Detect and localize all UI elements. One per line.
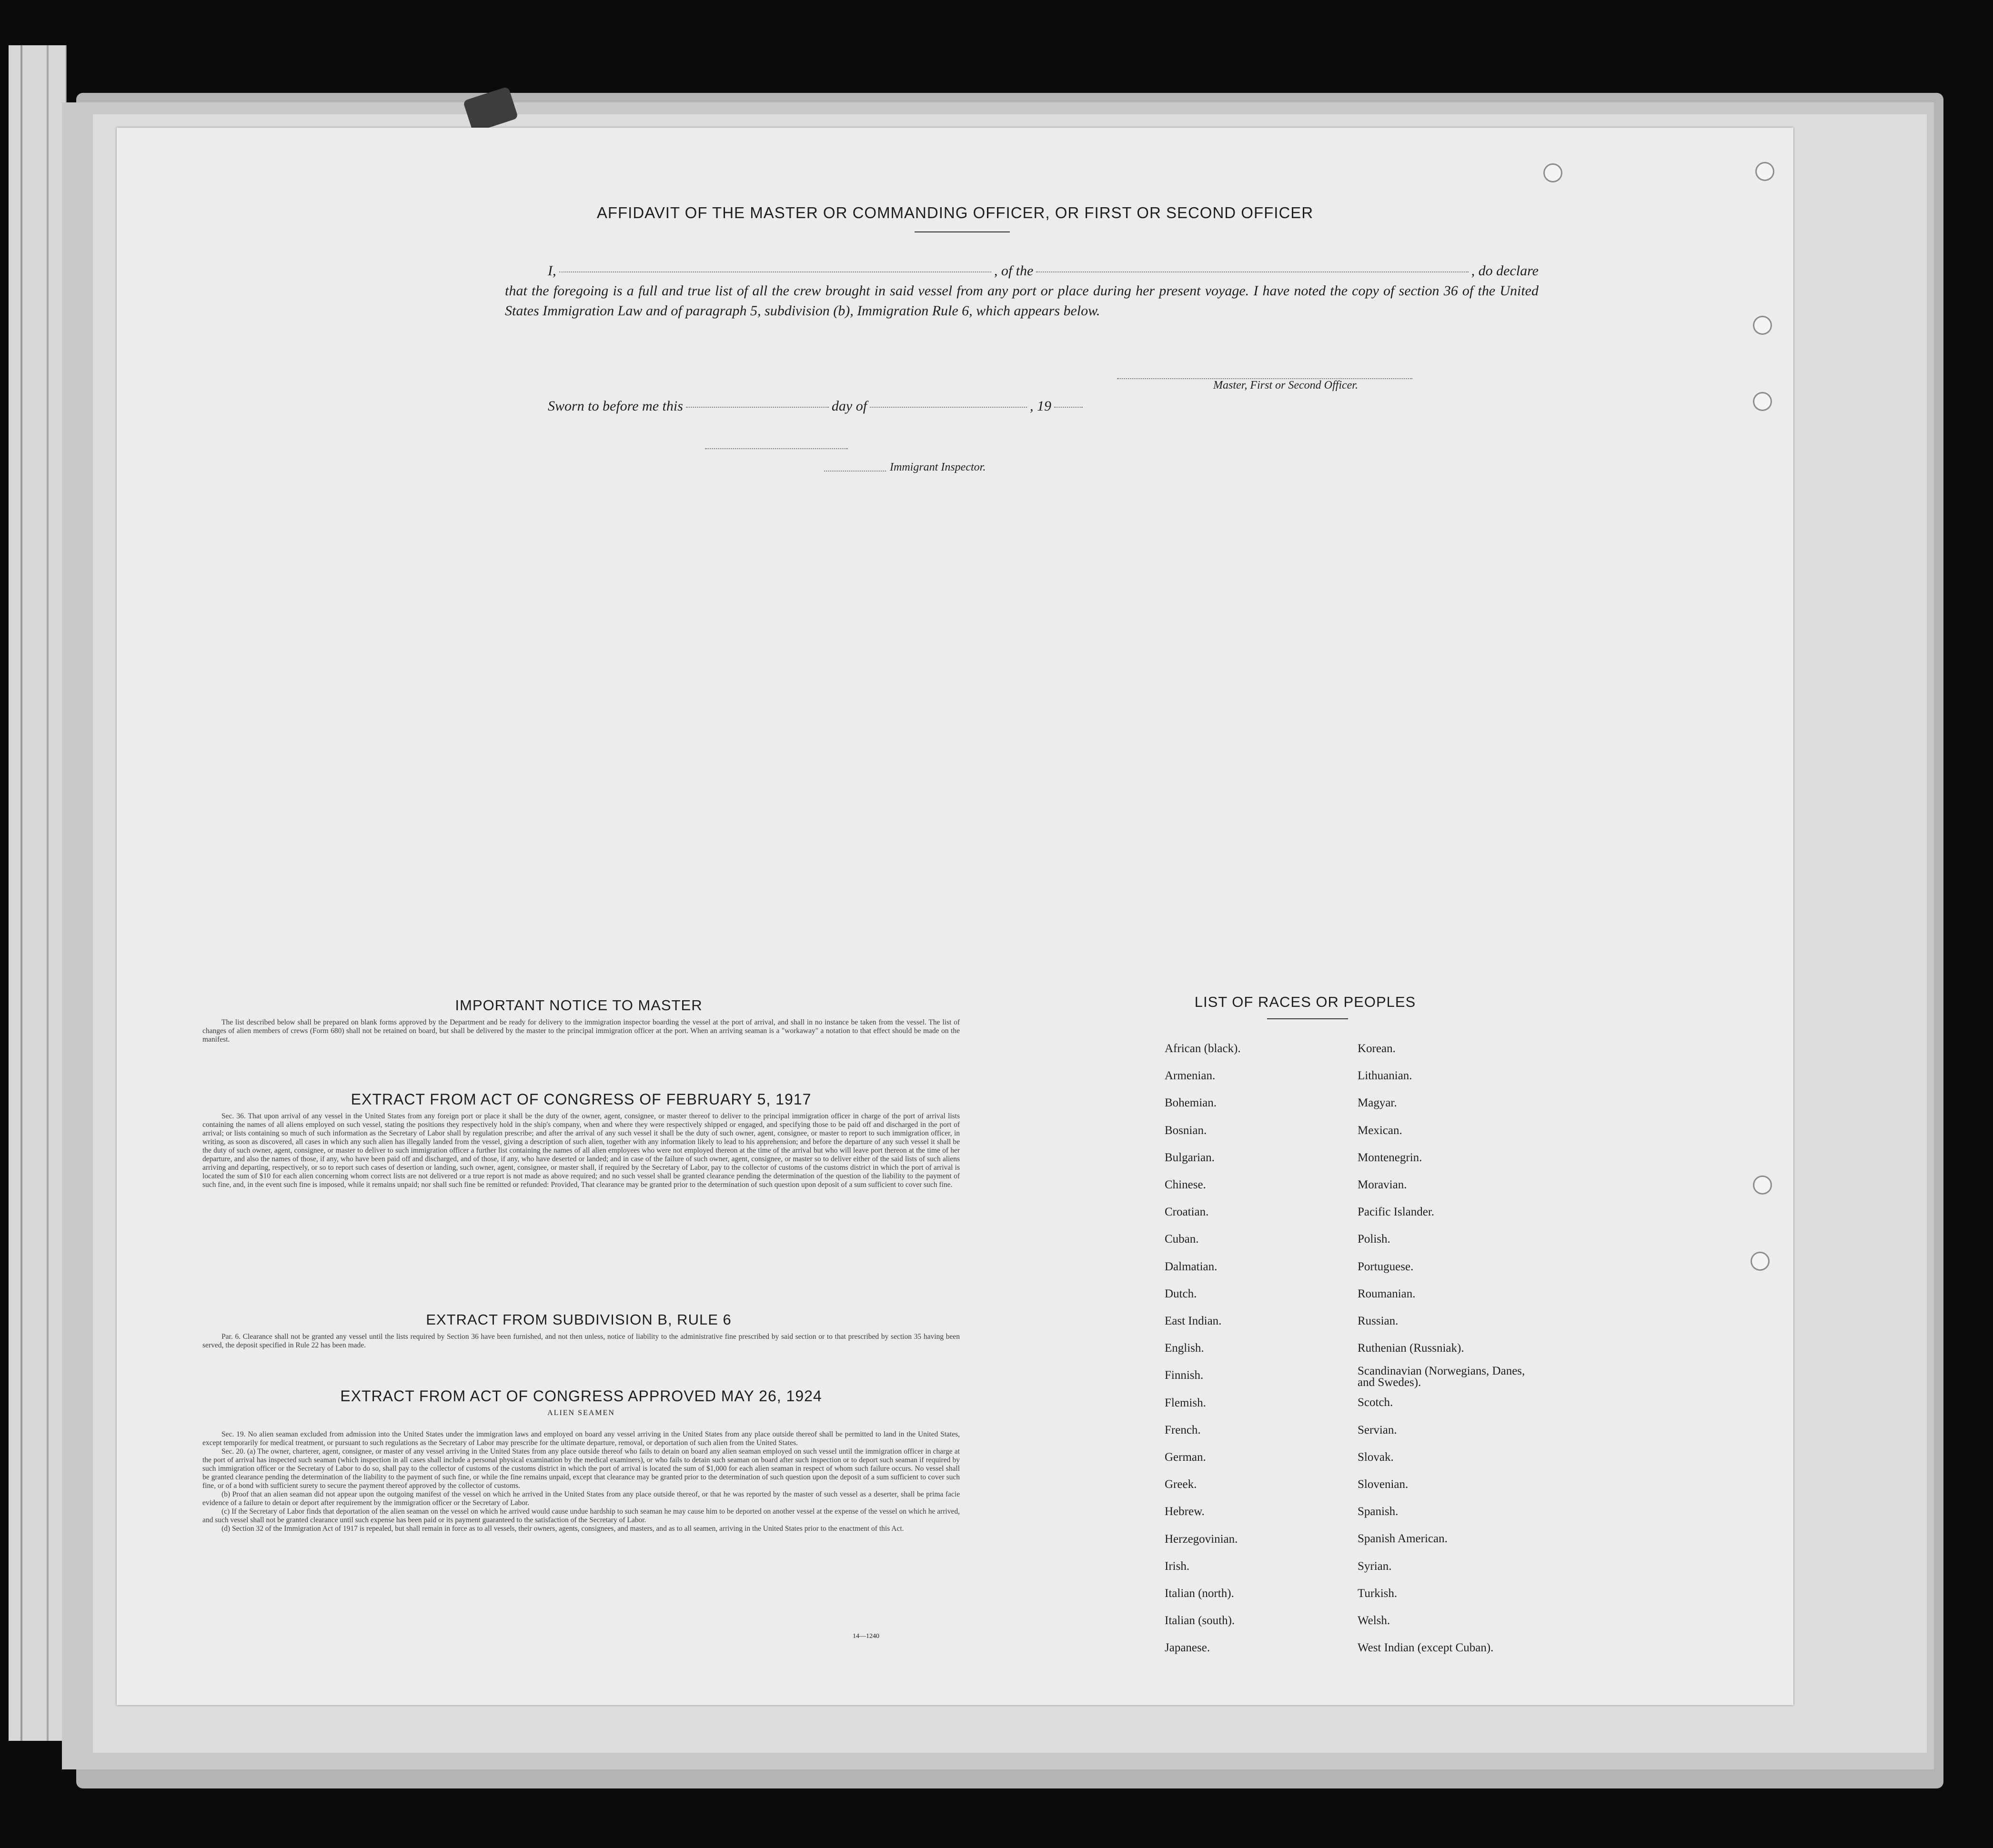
races-title: LIST OF RACES OR PEOPLES [1194, 994, 1416, 1010]
race-item: Moravian. [1358, 1178, 1407, 1192]
act-1924-text [202, 1430, 960, 1533]
race-item: Dutch. [1165, 1287, 1197, 1300]
race-item: Ruthenian (Russniak). [1358, 1342, 1464, 1355]
act-1917-title: EXTRACT FROM ACT OF CONGRESS OF FEBRUARY 5, 1917 [351, 1091, 812, 1108]
race-item: Lithuanian. [1358, 1069, 1412, 1083]
left-binder-strip [9, 45, 67, 1741]
race-item: Croatian. [1165, 1205, 1209, 1219]
race-item: Slovak. [1358, 1450, 1394, 1464]
race-item: Hebrew. [1165, 1505, 1205, 1518]
punch-hole-icon [1753, 392, 1772, 411]
master-caption: Master, First or Second Officer. [1213, 379, 1358, 392]
affidavit-title: AFFIDAVIT OF THE MASTER OR COMMANDING OFFICER, OR FIRST OR SECOND OFFICER [596, 204, 1314, 221]
inspector-signature-line [705, 448, 848, 449]
race-item: Slovenian. [1358, 1478, 1409, 1491]
race-item: Irish. [1165, 1559, 1190, 1573]
race-item: Korean. [1358, 1042, 1396, 1055]
race-item: Cuban. [1165, 1233, 1199, 1246]
race-item: Welsh. [1358, 1614, 1390, 1627]
punch-hole-icon [1753, 1175, 1772, 1195]
race-item: English. [1165, 1342, 1204, 1355]
act-1924-paragraph: Sec. 20. (a) The owner, charterer, agent, consignee, or master of any vessel arriving in the United States from any place outside thereof who fails to detain on board any alien seaman employed on such vessel until the immigration officer in charge at the port of arrival has inspected such seaman (which inspection in all cases shall include a personal physical examination by the medical examiners), or who fails to detain such seaman on board after such inspection or to deport such seaman if required by such immigration officer or the Secretary of Labor to do so, shall pay to the collector of customs of the customs district in which the port of arrival is located the sum of $1,000 for each alien seaman in respect of whom such failure occurs. No vessel shall be granted clearance pending the determination of the liability to the payment of such fine, or while the fine remains unpaid, except that clearance may be granted prior to the determination of such question upon the deposit of a sum sufficient to cover such fine, or of a bond with sufficient surety to secure the payment thereof approved by the collector of customs. [202, 1447, 960, 1490]
inspector-signature-line [824, 471, 886, 472]
race-item: Magyar. [1358, 1096, 1397, 1110]
declaration-of-the: , of the [994, 263, 1034, 279]
act-1924-paragraph: (b) Proof that an alien seaman did not appear upon the outgoing manifest of the vessel on which he arrived in the United States from any place outside thereof, or that he was reported by the master of such vessel as a deserter, shall be prima facie evidence of a failure to detain or deport after requirement by the immigration officer or the Secretary of Labor. [202, 1490, 960, 1507]
punch-hole-icon [1753, 316, 1772, 335]
race-item: Italian (north). [1165, 1587, 1234, 1600]
declaration-do-declare: , do declare [1471, 263, 1539, 279]
race-item: Bosnian. [1165, 1124, 1207, 1137]
act-1924-paragraph: (c) If the Secretary of Labor finds that deportation of the alien seaman on the vessel on which he arrived would cause undue hardship to such seaman he may cause him to be deported on another vessel at the expense of the vessel on which he arrived, and such vessel shall not be granted clearance until such expense has been paid or its payment guaranteed to the satisfaction of the Secretary of Labor. [202, 1507, 960, 1524]
race-item: West Indian (except Cuban). [1358, 1641, 1494, 1655]
rule-6-text [202, 1333, 960, 1350]
race-item: Scandinavian (Norwegians, Danes, and Swedes). [1358, 1365, 1525, 1389]
race-item: Herzegovinian. [1165, 1532, 1238, 1546]
title-rule [915, 231, 1010, 232]
declaration-body: that the foregoing is a full and true list of all the crew brought in said vessel from any port or place during her present voyage. I have noted the copy of section 36 of the United States Immigration Law and of paragraph 5, subdivision (b), Immigration Rule 6, which appears below. [505, 283, 1539, 319]
race-item: Syrian. [1358, 1559, 1392, 1573]
act-1917-paragraph: Sec. 36. That upon arrival of any vessel in the United States from any foreign port or place it shall be the duty of the owner, agent, consignee, or master thereof to deliver to the principal immigration officer in charge of the port of arrival lists containing the names of all aliens employed on such vessel, stating the positions they respectively hold in the ship's company, when and where they were respectively shipped or engaged, and specifying those to be paid off and discharged in the port of arrival; or lists containing so much of such information as the Secretary of Labor shall by regulation prescribe; and after the arrival of any such vessel it shall be the duty of such owner, agent, consignee, or master to report to such immigration officer, in writing, as soon as discovered, all cases in which any such alien has illegally landed from the vessel, giving a description of such alien, together with any information likely to lead to his apprehension; and before the departure of any such vessel it shall be the duty of such owner, agent, consignee, or master to deliver to such immigration officer a further list containing the names of all alien employees who were not employed thereon at the time of the arrival but who will leave port thereon at the time of her departure, and also the names of those, if any, who have been paid off and discharged, and of those, if any, who have deserted or landed; and in case of the failure of such owner, agent, consignee, or master so to deliver either of the said lists of such aliens arriving and departing, respectively, or so to report such cases of desertion or landing, such owner, agent, consignee, or master shall, if required by the Secretary of Labor, pay to the collector of customs of the customs district in which the port of arrival is located the sum of $10 for each alien concerning whom correct lists are not delivered or a true report is not made as above required; and no such vessel shall be granted clearance pending the determination of the question of the liability to the payment of such fine, and, in the event such fine is imposed, while it remains unpaid; nor shall such fine be remitted or refunded: Provided, That clearance may be granted prior to the determination of such question upon deposit of a sum sufficient to cover such fine. [202, 1112, 960, 1189]
punch-hole-icon [1755, 162, 1774, 181]
act-1924-paragraph: (d) Section 32 of the Immigration Act of 1917 is repealed, but shall remain in force as to all vessels, their owners, agents, consignees, and masters, and as to all seamen, arriving in the United States prior to the enactment of this Act. [221, 1525, 904, 1533]
race-item: Flemish. [1165, 1396, 1206, 1409]
sworn-prefix: Sworn to before me this [548, 398, 683, 414]
race-item: Italian (south). [1165, 1614, 1235, 1627]
race-item: Roumanian. [1358, 1287, 1416, 1300]
race-item: Montenegrin. [1358, 1151, 1422, 1164]
race-item: Scotch. [1358, 1396, 1393, 1409]
name-blank [559, 271, 991, 272]
race-item: Pacific Islander. [1358, 1205, 1435, 1219]
race-item: Dalmatian. [1165, 1260, 1218, 1273]
rule-6-paragraph: Par. 6. Clearance shall not be granted any vessel until the lists required by Section 36 have been furnished, and not then unless, notice of liability to the administrative fine prescribed by said section or to that prescribed by section 35 having been served, the deposit specified in Rule 22 has been made. [202, 1333, 960, 1349]
race-item: Finnish. [1165, 1369, 1204, 1382]
races-left-column [1165, 1035, 1241, 1662]
race-item: East Indian. [1165, 1315, 1222, 1328]
declaration-first-line [505, 261, 1539, 281]
race-item: Armenian. [1165, 1069, 1216, 1083]
punch-hole-icon [1751, 1252, 1770, 1271]
sworn-year: , 19 [1030, 398, 1052, 414]
race-item: Chinese. [1165, 1178, 1206, 1192]
alien-seamen-subtitle: ALIEN SEAMEN [547, 1409, 615, 1417]
race-item: Servian. [1358, 1423, 1397, 1436]
notice-paragraph: The list described below shall be prepared on blank forms approved by the Department and be ready for delivery to the immigration inspector boarding the vessel at the port of arrival, and shall in no instance be taken from the vessel. The list of changes of alien members of crews (Form 680) shall not be retained on board, but shall be delivered by the master to the principal immigration officer at the port. When an arriving seaman is a "workaway" a notation to that effect should be made on the manifest. [202, 1018, 960, 1044]
notice-text [202, 1018, 960, 1044]
sworn-month-blank [870, 407, 1027, 408]
rule-6-title: EXTRACT FROM SUBDIVISION B, RULE 6 [426, 1311, 732, 1328]
sworn-year-blank [1054, 407, 1083, 408]
race-item: Bulgarian. [1165, 1151, 1215, 1164]
race-item: African (black). [1165, 1042, 1241, 1055]
races-title-rule [1267, 1018, 1348, 1019]
act-1924-title: EXTRACT FROM ACT OF CONGRESS APPROVED MAY 26, 1924 [340, 1387, 822, 1405]
inspector-caption: Immigrant Inspector. [890, 461, 986, 473]
race-item: Polish. [1358, 1233, 1390, 1246]
race-item: Spanish. [1358, 1505, 1399, 1518]
race-item: Japanese. [1165, 1641, 1210, 1655]
punch-hole-icon [1543, 163, 1562, 182]
race-item: Russian. [1358, 1315, 1399, 1328]
declaration-i: I, [548, 263, 556, 279]
vessel-blank [1036, 271, 1468, 272]
notice-title: IMPORTANT NOTICE TO MASTER [455, 997, 703, 1014]
race-item: Greek. [1165, 1478, 1197, 1491]
race-item: French. [1165, 1423, 1201, 1436]
act-1924-paragraph: Sec. 19. No alien seaman excluded from admission into the United States under the immigration laws and employed on board any vessel arriving in the United States from any place outside thereof shall be permitted to land in the United States, except temporarily for medical treatment, or pursuant to such regulations as the Secretary of Labor may prescribe for the ultimate departure, removal, or deportation of such alien from the United States. [202, 1430, 960, 1447]
race-item: Turkish. [1358, 1587, 1398, 1600]
manifest-page [117, 128, 1793, 1705]
races-right-column [1358, 1035, 1529, 1661]
sworn-day-blank [686, 407, 829, 408]
race-item: German. [1165, 1451, 1206, 1464]
race-item: Portuguese. [1358, 1260, 1414, 1273]
race-item: Mexican. [1358, 1124, 1402, 1137]
race-item: Spanish American. [1358, 1532, 1448, 1546]
sworn-day-of: day of [831, 398, 867, 414]
form-number: 14—1240 [853, 1633, 879, 1640]
sworn-line [548, 398, 1086, 414]
act-1917-text [202, 1112, 960, 1189]
race-item: Bohemian. [1165, 1096, 1217, 1110]
declaration [505, 261, 1539, 321]
